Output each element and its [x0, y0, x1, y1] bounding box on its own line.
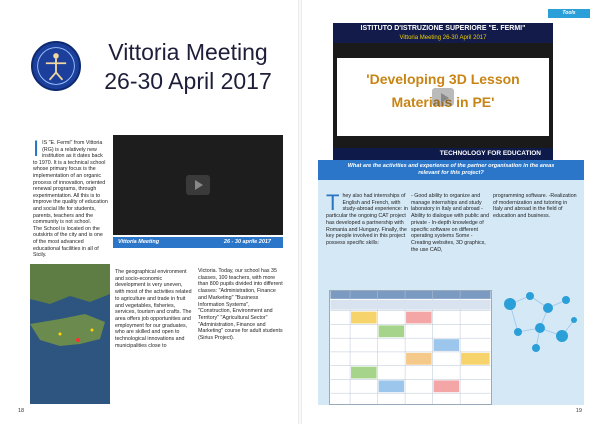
title-line-2: 26-30 April 2017 — [104, 68, 272, 94]
video-caption-date: 26 - 30 aprile 2017 — [223, 239, 271, 245]
intro-text: IS "E. Fermi" from Vittoria (RG) is a relatively new institution as it dates back to 1970. It is a technical school whose primary focus is the implementation of an organic process of innovation, oriented renewal programs, through experimentation. All this is to improve the quality of education and social life for students, parents, teachers and the community is not school. — [33, 140, 108, 226]
video-footer: TECHNOLOGY FOR EDUCATION — [333, 148, 553, 160]
meeting-video-player[interactable] — [113, 135, 283, 235]
body-text-column-1: The geographical environment and socio-economic development is very uneven, with most of the activities related to agriculture and trade in fruit and vegetables, fisheries, services, tourism and crafts. The area offers job opportunities and employment for our graduates, who are skilled and open to technological innovations and municipalities close to — [115, 269, 192, 349]
answer-text-1: hey also had internships of English and French, with study-abroad experience: in particular the ongoing CAT project has developed a partnership with Romania and Hungary. Finally, the key people involved in this project possess specific skills: — [326, 193, 408, 246]
school-logo — [31, 41, 81, 91]
slide-title-line-1: 'Developing 3D Lesson — [366, 71, 520, 87]
slide-frame — [337, 58, 549, 136]
answer-dropcap: T — [326, 190, 340, 215]
slide-title-line-2: Materials in PE' — [391, 94, 495, 110]
page-gutter — [298, 0, 302, 424]
page-title — [88, 38, 288, 96]
answer-column-3: programming software. -Realization of modernization and tutoring in Italy and abroad in the field of education and business. — [493, 193, 577, 220]
title-line-1: Vittoria Meeting — [108, 39, 268, 65]
video-subheader: Vittoria Meeting 26-30 April 2017 — [399, 35, 487, 41]
schedule-table-image — [329, 290, 492, 405]
play-icon[interactable] — [186, 175, 210, 195]
presentation-video-player[interactable] — [333, 23, 553, 160]
body-text-column-2: Victoria. Today, our school has 35 classes, 100 teachers, with more than 800 pupils divided into different classes: "Administration, Finance and Marketing" "Business Information Systems", "Construction, Environment and Territory" "Agricultural Sector" "Administration, Finance and Marketing" course for adult students (Sirius Project). — [198, 268, 283, 342]
intro-text-2: The School is located on the outskirts of the city and is one of the most advanced educational facilities in all of Sicily. — [33, 225, 103, 259]
video-caption-title: Vittoria Meeting — [118, 239, 160, 245]
page-number-left: 18 — [18, 408, 25, 414]
question-line-2: relevant for this project? — [418, 170, 484, 176]
page-number-right: 19 — [575, 408, 582, 414]
sicily-map-image — [30, 264, 110, 404]
intro-dropcap: I — [33, 136, 40, 161]
play-icon[interactable] — [432, 88, 454, 106]
video-header: ISTITUTO D'ISTRUZIONE SUPERIORE "E. FERMI" — [333, 23, 553, 43]
question-header — [318, 160, 584, 180]
section-tab: Tools — [548, 9, 590, 18]
answer-column-2: - Good ability to organize and manage internships and study laboratory in Italy and abroad - Ability to dialogue with public and private - In-depth knowledge of specific software on different operating systems Some - Creating websites, 3D graphics, the use CAD, — [411, 193, 490, 253]
network-graphic — [496, 286, 582, 356]
video-caption-bar — [113, 237, 283, 248]
answer-column-1 — [326, 190, 410, 247]
question-line-1: What are the activities and experience of the partner organisation in the areas — [347, 163, 555, 169]
intro-column — [33, 136, 108, 259]
